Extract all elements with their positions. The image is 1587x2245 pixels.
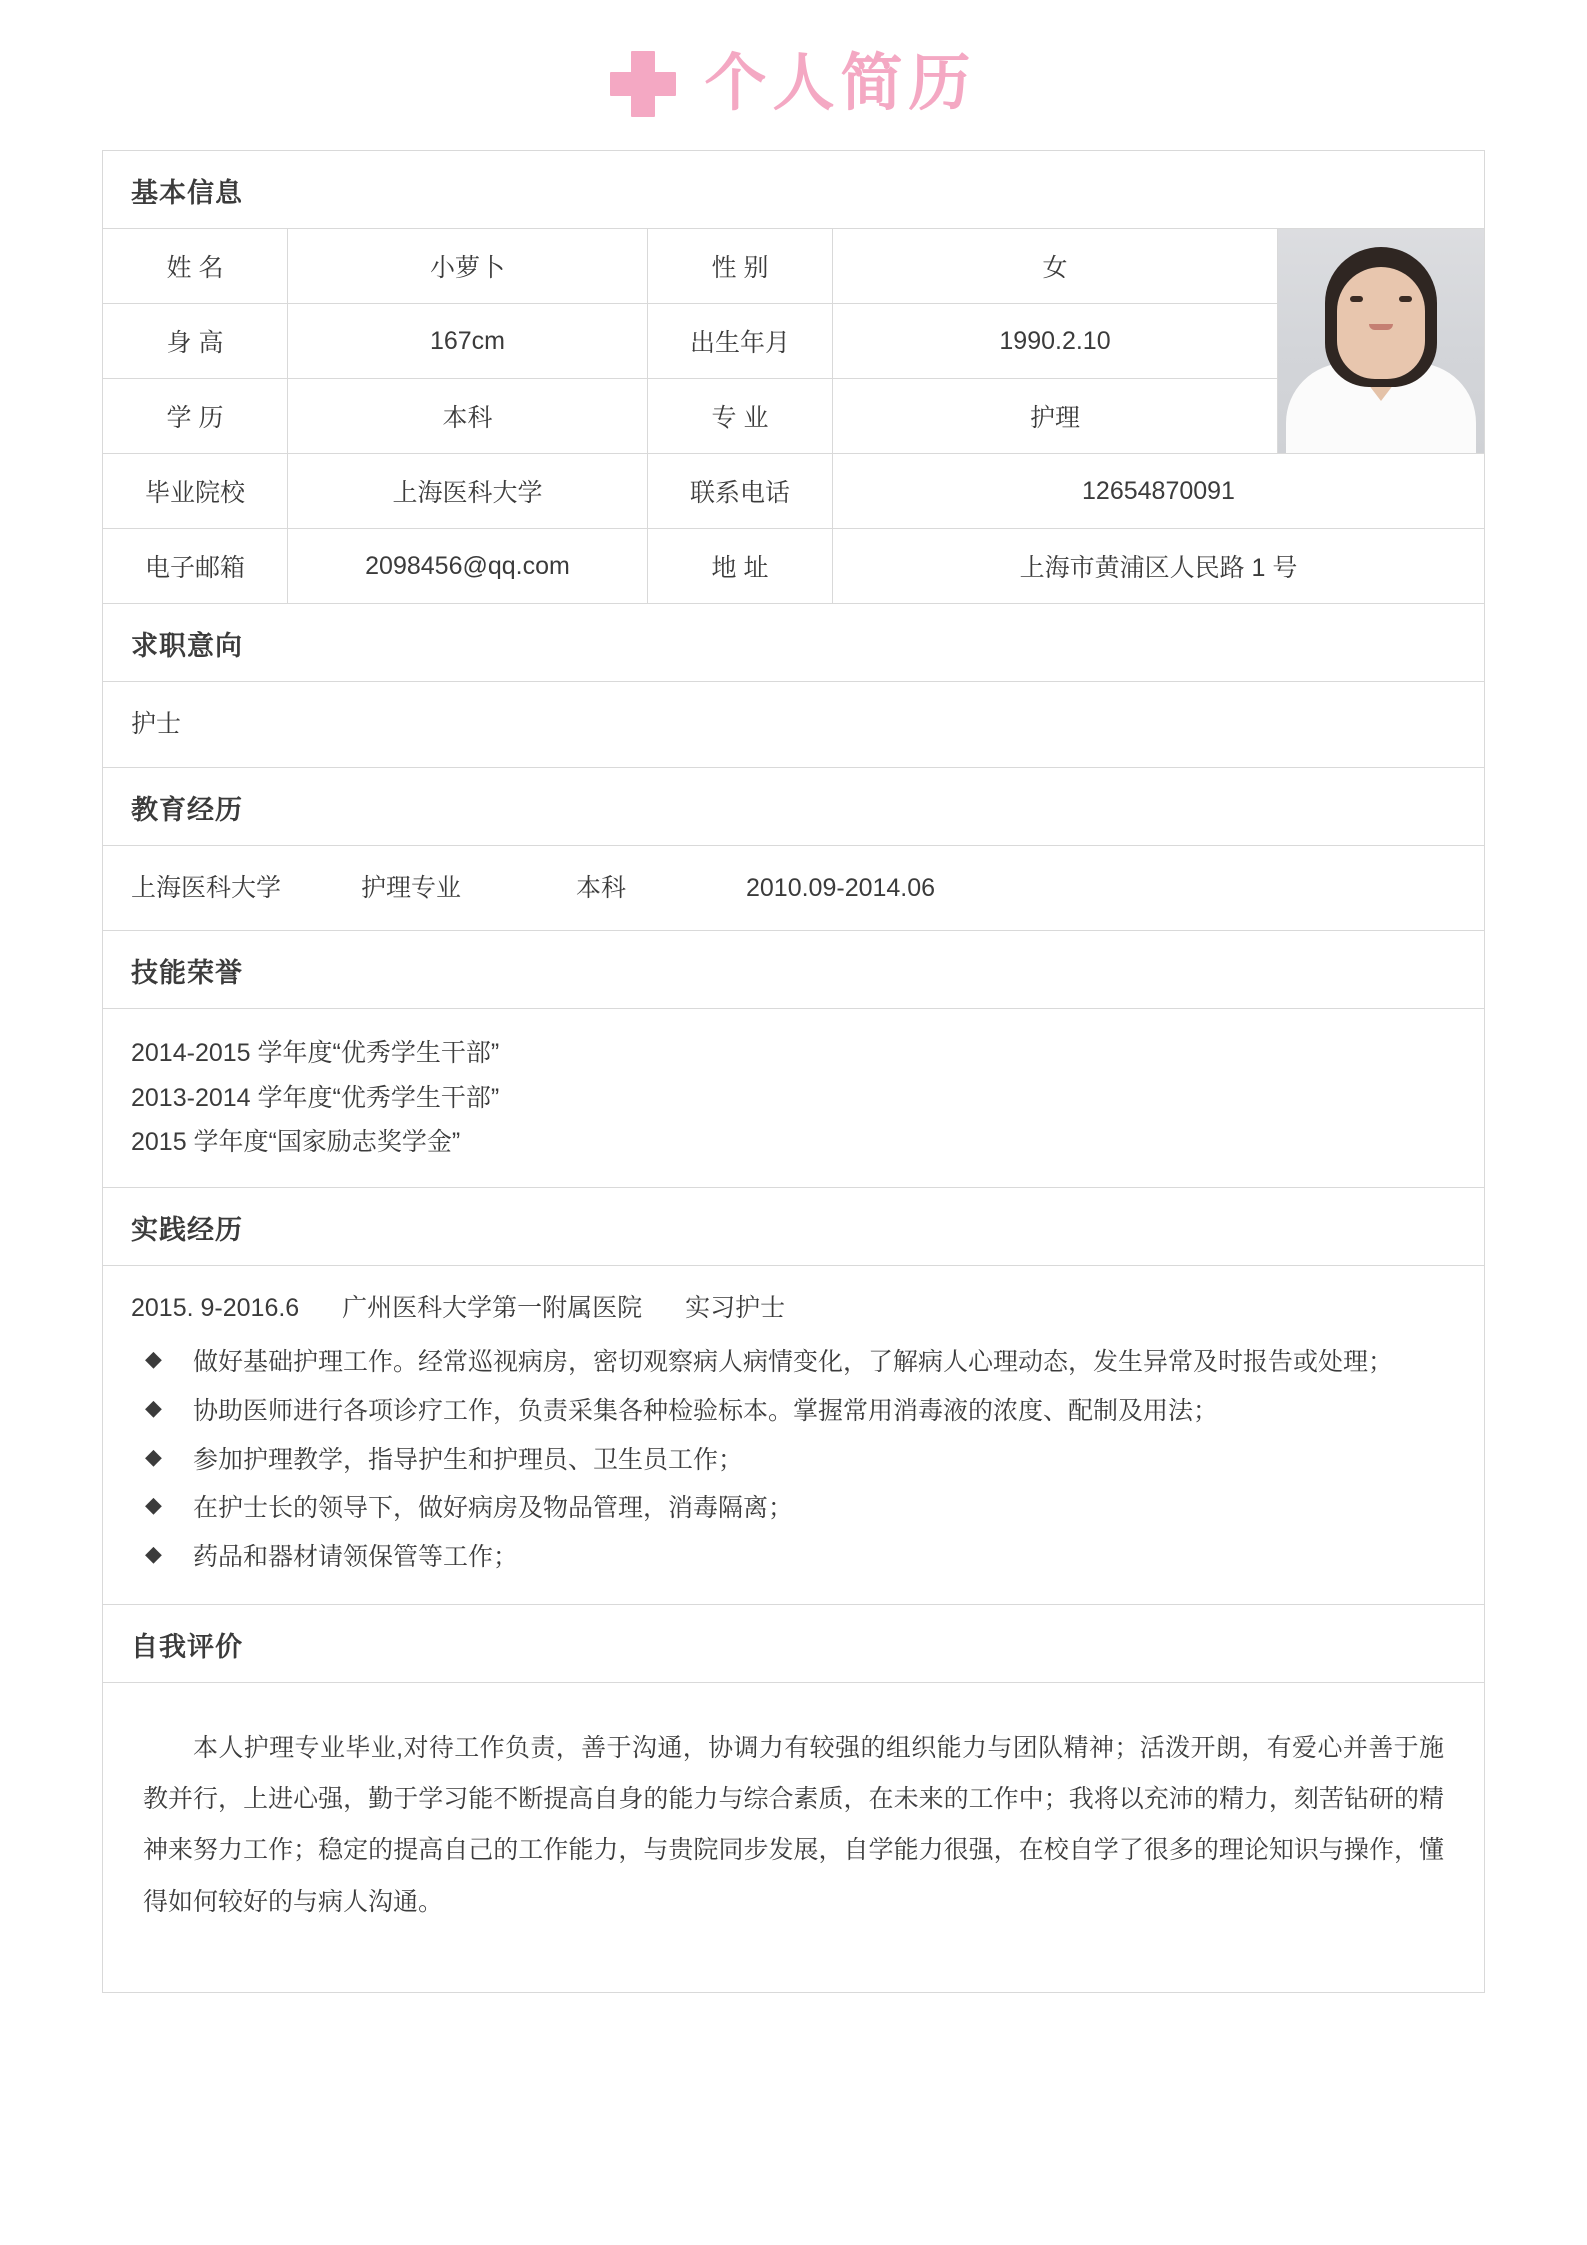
section-title-job-intention: 求职意向 [103,604,1484,682]
field-value-degree: 本科 [288,379,648,453]
field-label-phone: 联系电话 [648,454,833,528]
avatar-eye-right [1399,296,1412,302]
education-date: 2010.09-2014.06 [746,873,936,902]
table-row [103,454,1484,529]
practice-role: 实习护士 [685,1293,786,1322]
field-value-gender: 女 [1042,254,1068,282]
field-label-name: 姓 名 [103,229,288,303]
field-value-email: 2098456@qq.com [288,529,648,603]
medical-cross-icon [610,51,676,117]
table-row [103,229,1277,304]
avatar-eye-left [1350,296,1363,302]
basic-info-grid [103,229,1277,453]
practice-organization: 广州医科大学第一附属医院 [342,1293,643,1322]
section-title-education: 教育经历 [103,768,1484,846]
table-row [103,529,1484,604]
field-value-birthdate: 1990.2.10 [999,326,1111,355]
education-degree: 本科 [576,873,627,902]
field-label-email: 电子邮箱 [103,529,288,603]
table-row [103,379,1277,453]
list-item: ◆ 参加护理教学，指导护生和护理员、卫生员工作； [131,1436,1456,1485]
avatar-mouth [1369,324,1393,330]
field-value-name: 小萝卜 [288,229,648,303]
page-title-text: 个人简历 [704,49,977,118]
list-item: ◆ 药品和器材请领保管等工作； [131,1533,1456,1582]
self-evaluation-text: 本人护理专业毕业,对待工作负责，善于沟通，协调力有较强的组织能力与团队精神；活泼开朗，有爱心并善于施教并行，上进心强，勤于学习能不断提高自身的能力与综合素质，在未来的工作中；我将以充沛的精力，刻苦钻研的精神来努力工作；稳定的提高自己的工作能力，与贵院同步发展，自学能力很强，在校自学了很多的理论知识与操作，懂得如何较好的与病人沟通。 [143,1733,1444,1916]
avatar-face [1337,267,1425,379]
basic-info-table [103,229,1484,454]
practice-entry [103,1266,1484,1605]
list-item: ◆ 在护士长的领导下，做好病房及物品管理，消毒隔离； [131,1484,1456,1533]
section-title-self-evaluation: 自我评价 [103,1605,1484,1683]
field-label-address: 地 址 [648,529,833,603]
field-label-birthdate: 出生年月 [648,304,833,378]
field-label-major: 专 业 [648,379,833,453]
field-value-major: 护理 [1029,404,1080,432]
field-label-gender: 性 别 [648,229,833,303]
field-value-address: 上海市黄浦区人民路 1 号 [1019,554,1298,582]
education-entry [103,846,1484,932]
list-item: 2013-2014 学年度“优秀学生干部” [131,1083,500,1112]
job-intention-value: 护士 [103,682,1484,768]
list-item: ◆ 做好基础护理工作。经常巡视病房，密切观察病人病情变化，了解病人心理动态，发生异常及时报告或处理； [131,1338,1456,1387]
resume-body [102,150,1485,1993]
field-label-degree: 学 历 [103,379,288,453]
field-value-height: 167cm [288,304,648,378]
list-item: 2015 学年度“国家励志奖学金” [131,1128,461,1156]
field-value-school: 上海医科大学 [288,454,648,528]
honors-list [103,1009,1484,1188]
field-label-height: 身 高 [103,304,288,378]
basic-info-grid-wide [103,454,1484,604]
section-title-basic-info: 基本信息 [103,151,1484,229]
section-title-honors: 技能荣誉 [103,931,1484,1009]
list-item: 2014-2015 学年度“优秀学生干部” [131,1039,500,1067]
field-value-phone: 12654870091 [1082,476,1235,505]
practice-entry-header [131,1288,1456,1329]
practice-date: 2015. 9-2016.6 [131,1293,300,1322]
list-item: ◆ 协助医师进行各项诊疗工作，负责采集各种检验标本。掌握常用消毒液的浓度、配制及用法； [131,1387,1456,1436]
avatar [1277,229,1484,453]
avatar-photo [1278,229,1484,453]
practice-bullet-list [131,1338,1456,1582]
self-evaluation-body [103,1683,1484,1993]
section-title-practice: 实践经历 [103,1188,1484,1266]
education-major: 护理专业 [361,873,462,902]
page-title [0,0,1587,150]
education-school: 上海医科大学 [131,873,282,902]
field-label-school: 毕业院校 [103,454,288,528]
table-row [103,304,1277,379]
